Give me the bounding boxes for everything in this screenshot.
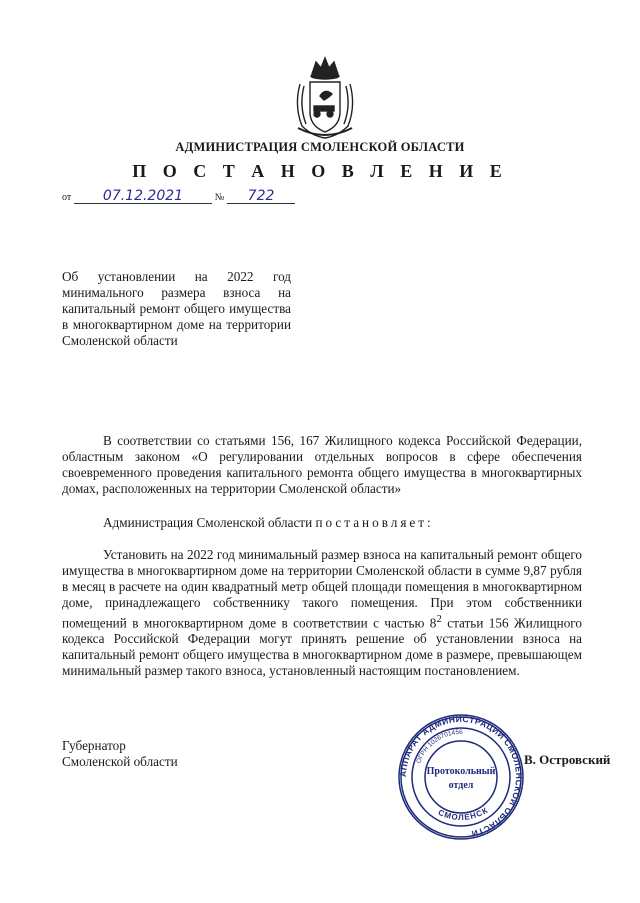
organization-title: АДМИНИСТРАЦИЯ СМОЛЕНСКОЙ ОБЛАСТИ: [175, 140, 465, 154]
resolves-lead: Администрация Смоленской области: [103, 515, 316, 530]
date-prefix: от: [62, 192, 72, 203]
document-date: 07.12.2021: [74, 189, 212, 204]
resolution-superscript: 2: [436, 613, 442, 625]
document-type: П О С Т А Н О В Л Е Н И Е: [132, 161, 508, 181]
official-stamp: [396, 712, 526, 842]
stamp-inner-text: ОГРН 1026701456: [415, 728, 463, 765]
paragraph-resolution: [62, 547, 582, 679]
stamp-center-line2: отдел: [448, 780, 474, 791]
coat-of-arms-icon: [290, 56, 360, 140]
document-number: 722: [227, 189, 295, 204]
resolution-text-a: Установить на 2022 год минимальный размер взноса на капитальный ремонт общего имущества в многоквартирном доме на территории Смоленской области в сумме 9,87 рубля в месяц в расчете на один квадратный метр общей площади помещения в многоквартирном доме, принадлежащего собственнику такого помещения. При этом собственники помещений в многоквартирном доме в соответствии с частью 8: [62, 547, 582, 631]
resolves-keyword: постановляет:: [315, 515, 434, 530]
resolution-text-b: статьи 156 Жилищного кодекса Российской Федерации могут принять решение об установлении взноса на капитальный ремонт общего имущества в многоквартирном доме в размере, превышающем минимальный размер такого взноса, установленный настоящим постановлением.: [62, 615, 582, 679]
stamp-bottom-text: СМОЛЕНСК: [436, 805, 490, 823]
svg-text:СМОЛЕНСК: [437, 806, 490, 823]
stamp-outer-text: АППАРАТ АДМИНИСТРАЦИИ СМОЛЕНСКОЙ ОБЛАСТИ: [397, 713, 525, 840]
document-subject: Об установлении на 2022 год минимального размера взноса на капитальный ремонт общего имущества в многоквартирном доме на территории Смоленской области: [62, 269, 291, 348]
signer-position: [62, 738, 178, 770]
signer-name: В. Островский: [524, 752, 611, 767]
paragraph-resolves: [62, 515, 582, 531]
signer-position-line2: Смоленской области: [62, 754, 178, 769]
paragraph-legal-basis: В соответствии со статьями 156, 167 Жилищного кодекса Российской Федерации, областным законом «О регулировании отдельных вопросов в сфере обеспечения своевременного проведения капитального ремонта общего имущества в многоквартирных домах, расположенных на территории Смоленской области»: [62, 433, 582, 496]
number-prefix: №: [214, 192, 225, 203]
signer-position-line1: Губернатор: [62, 738, 126, 753]
document-date-number: [62, 189, 295, 204]
stamp-center-line1: Протокольный: [426, 766, 496, 777]
